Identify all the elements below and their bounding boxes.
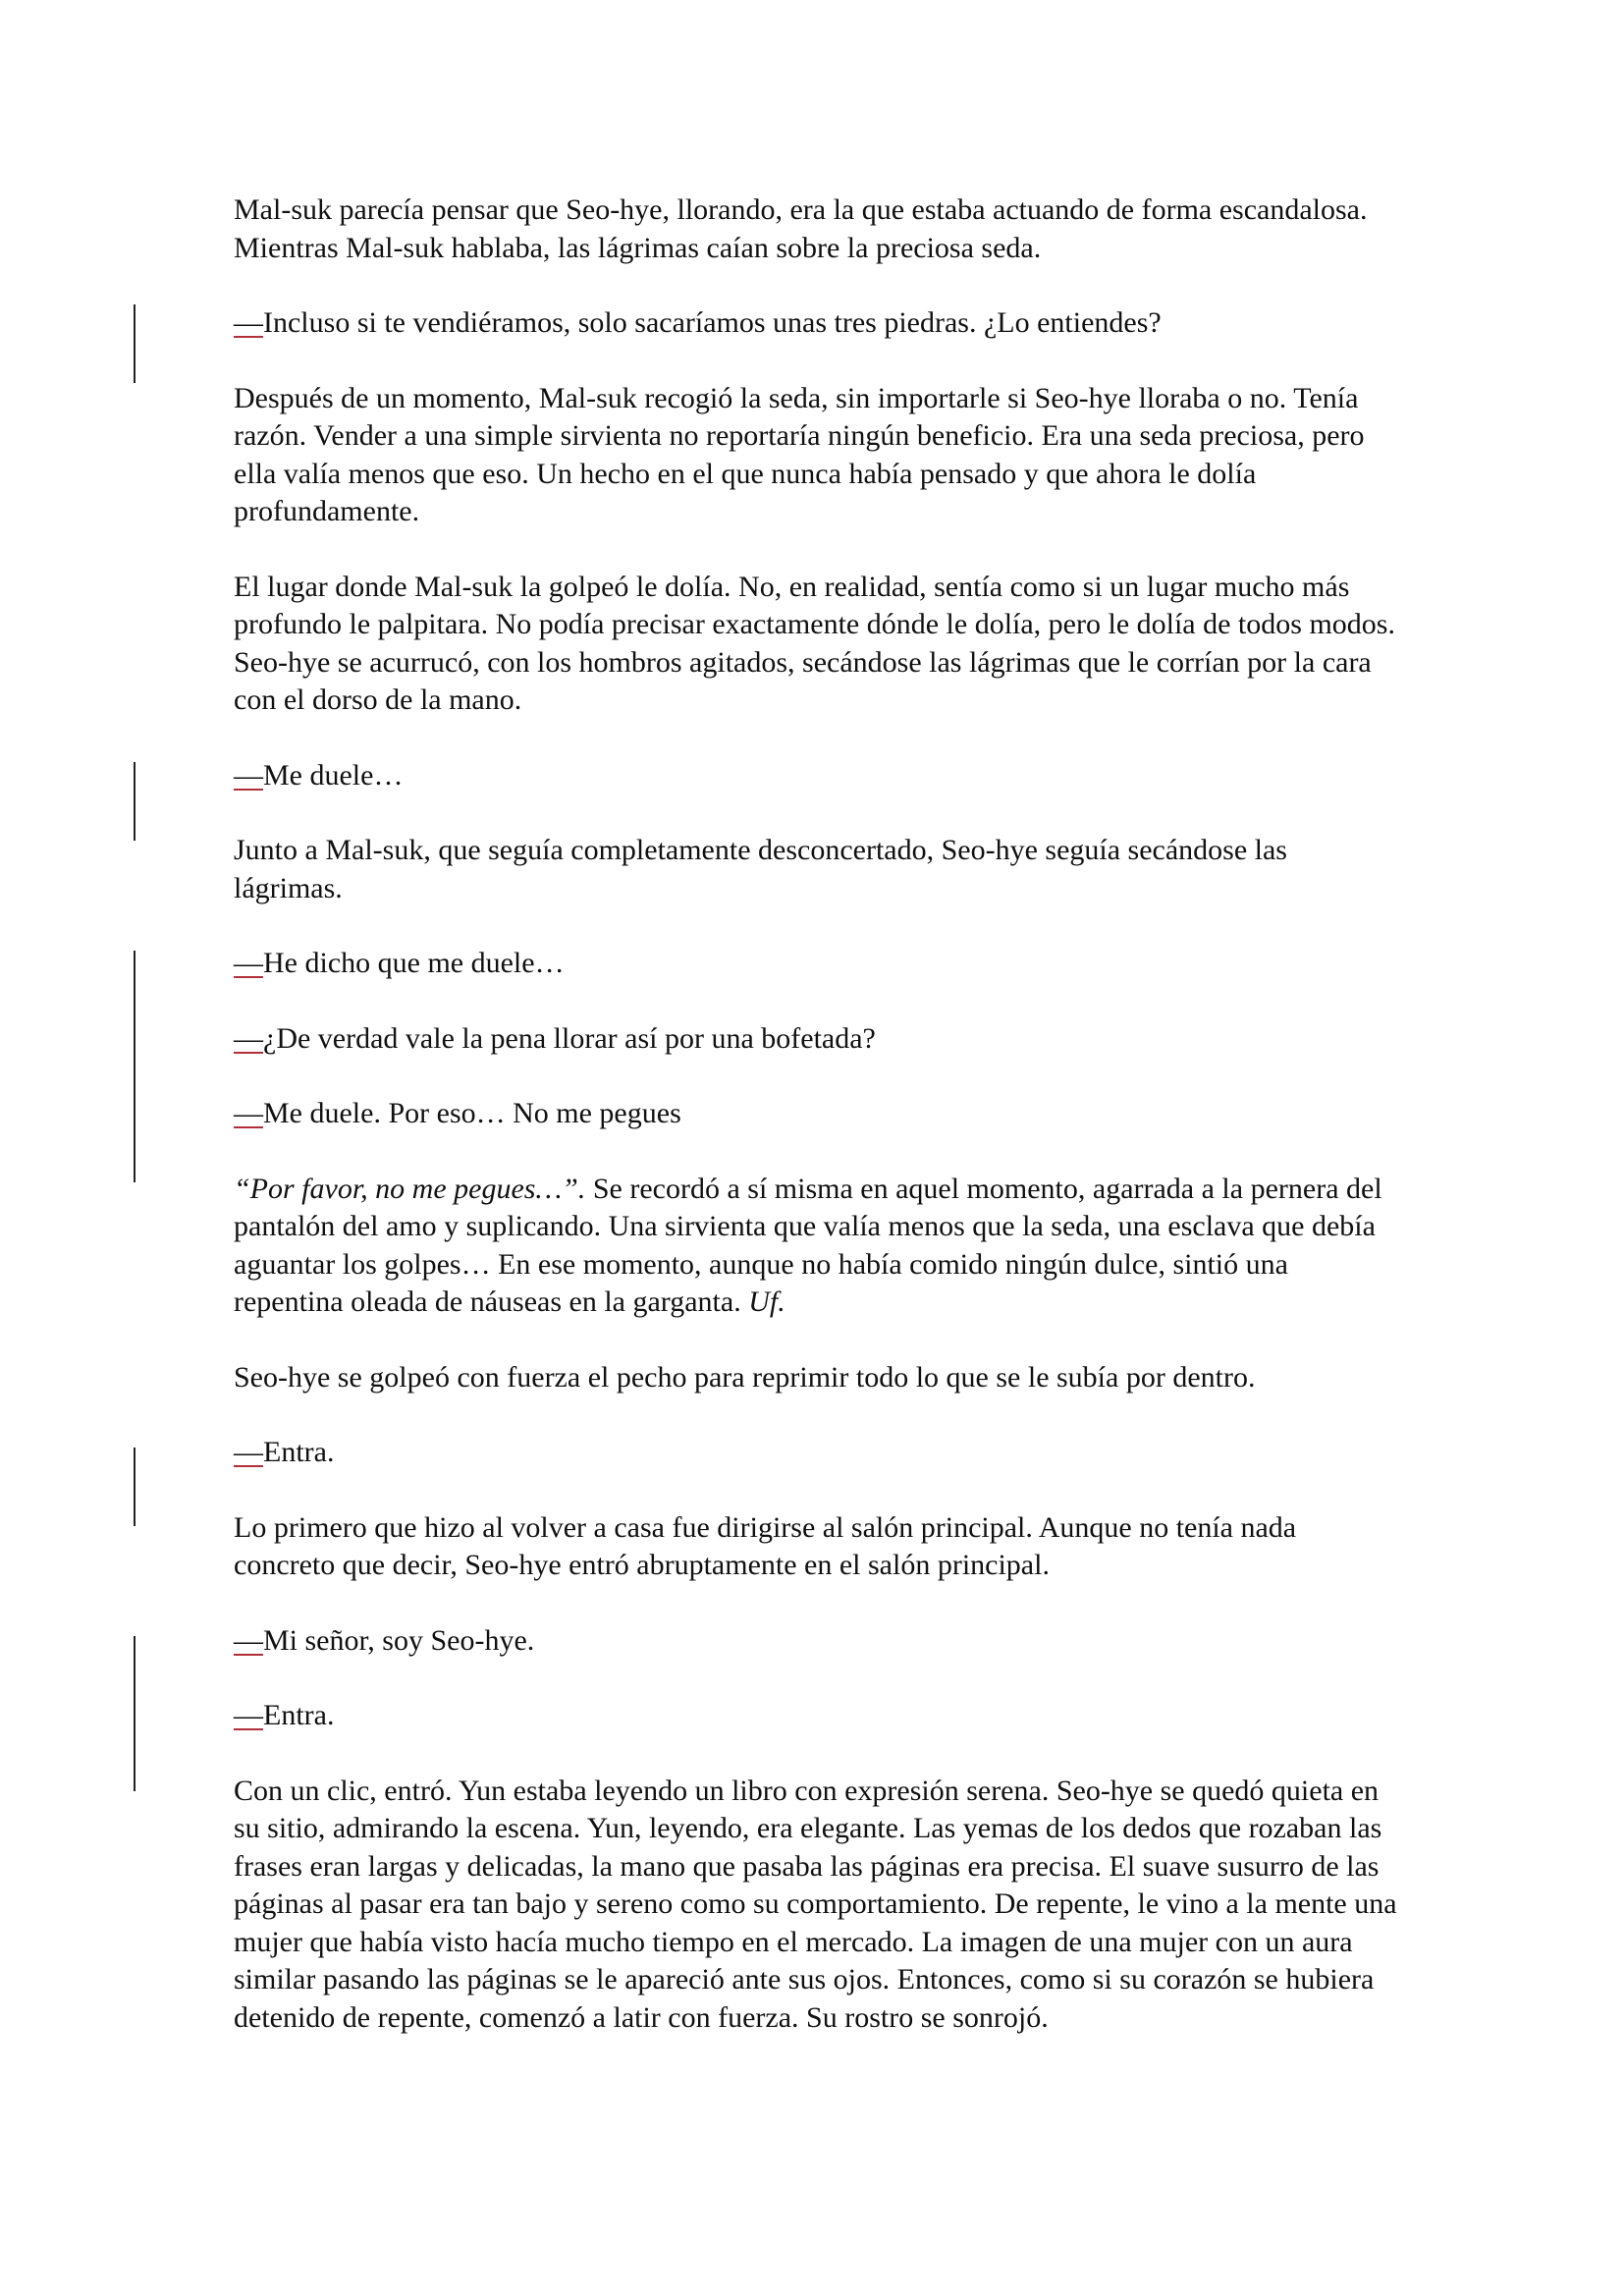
dialogue-text: He dicho que me duele…	[263, 947, 565, 979]
dialogue-line-4	[234, 1020, 1402, 1059]
paragraph-3: El lugar donde Mal-suk la golpeó le dolía. No, en realidad, sentía como si un lugar mucho más profundo le palpitara. No podía precisar exactamente dónde le dolía, pero le dolía de todos modos. Seo-hye se acurrucó, con los hombros agitados, secándose las lágrimas que le corrían por la cara con el dorso de la mano.	[234, 570, 1395, 716]
dialogue-text: Entra.	[263, 1699, 335, 1731]
dialogue-text: ¿De verdad vale la pena llorar así por una bofetada?	[263, 1021, 876, 1055]
change-bar-2	[134, 762, 135, 841]
em-dash: —	[234, 1436, 263, 1468]
italic-quote: “Por favor, no me pegues…”.	[234, 1172, 586, 1205]
dialogue-line-5	[234, 1095, 1402, 1133]
body-text	[234, 191, 1402, 2074]
paragraph-2: Después de un momento, Mal-suk recogió la seda, sin importarle si Seo-hye lloraba o no. Tenía razón. Vender a una simple sirvienta no reportaría ningún beneficio. Era una seda preciosa, pero ella valía menos que eso. Un hecho en el que nunca había pensado y que ahora le dolía profundamente.	[234, 381, 1365, 527]
change-bar-5	[134, 1636, 135, 1791]
dialogue-line-8	[234, 1697, 1402, 1735]
dialogue-line-1	[234, 304, 1402, 343]
change-bar-4	[134, 1448, 135, 1526]
dialogue-text: Incluso si te vendiéramos, solo sacaríamos unas tres piedras. ¿Lo entiendes?	[263, 306, 1162, 339]
paragraph-4: Junto a Mal-suk, que seguía completamente desconcertado, Seo-hye seguía secándose las lágrimas.	[234, 834, 1287, 904]
dialogue-line-2	[234, 757, 1402, 795]
dialogue-text: Entra.	[263, 1436, 335, 1468]
paragraph-7: Lo primero que hizo al volver a casa fue dirigirse al salón principal. Aunque no tenía nada concreto que decir, Seo-hye entró abruptamente en el salón principal.	[234, 1510, 1297, 1581]
em-dash: —	[234, 1097, 263, 1129]
em-dash: —	[234, 1699, 263, 1731]
paragraph-text: Se recordó a sí misma en aquel momento, agarrada a la pernera del pantalón del amo y suplicando. Una sirvienta que valía menos que la seda, una esclava que debía aguantar los golpes… En ese momento, aunque no había comido ningún dulce, sintió una repentina oleada de náuseas en la garganta.	[234, 1172, 1382, 1318]
paragraph-1: Mal-suk parecía pensar que Seo-hye, llorando, era la que estaba actuando de forma escandalosa. Mientras Mal-suk hablaba, las lágrimas caían sobre la preciosa seda.	[234, 193, 1368, 264]
dialogue-line-3	[234, 945, 1402, 983]
italic-interjection: Uf.	[748, 1285, 785, 1318]
em-dash: —	[234, 758, 263, 792]
dialogue-line-6	[234, 1434, 1402, 1472]
dialogue-text: Me duele. Por eso… No me pegues	[263, 1097, 681, 1129]
change-bar-1	[134, 304, 135, 383]
change-bar-3	[134, 951, 135, 1182]
em-dash: —	[234, 1021, 263, 1055]
em-dash: —	[234, 1623, 263, 1657]
em-dash: —	[234, 306, 263, 339]
em-dash: —	[234, 947, 263, 979]
paragraph-8: Con un clic, entró. Yun estaba leyendo un libro con expresión serena. Seo-hye se quedó quieta en su sitio, admirando la escena. Yun, leyendo, era elegante. Las yemas de los dedos que rozaban las frases eran largas y delicadas, la mano que pasaba las páginas era precisa. El suave susurro de las páginas al pasar era tan bajo y sereno como su comportamiento. De repente, le vino a la mente una mujer que había visto hacía mucho tiempo en el mercado. La imagen de una mujer con un aura similar pasando las páginas se le apareció ante sus ojos. Entonces, como si su corazón se hubiera detenido de repente, comenzó a latir con fuerza. Su rostro se sonrojó.	[234, 1774, 1397, 2034]
dialogue-line-7	[234, 1622, 1402, 1661]
paragraph-5	[234, 1171, 1402, 1322]
dialogue-text: Me duele…	[263, 758, 404, 792]
paragraph-6: Seo-hye se golpeó con fuerza el pecho para reprimir todo lo que se le subía por dentro.	[234, 1360, 1256, 1394]
dialogue-text: Mi señor, soy Seo-hye.	[263, 1623, 535, 1657]
